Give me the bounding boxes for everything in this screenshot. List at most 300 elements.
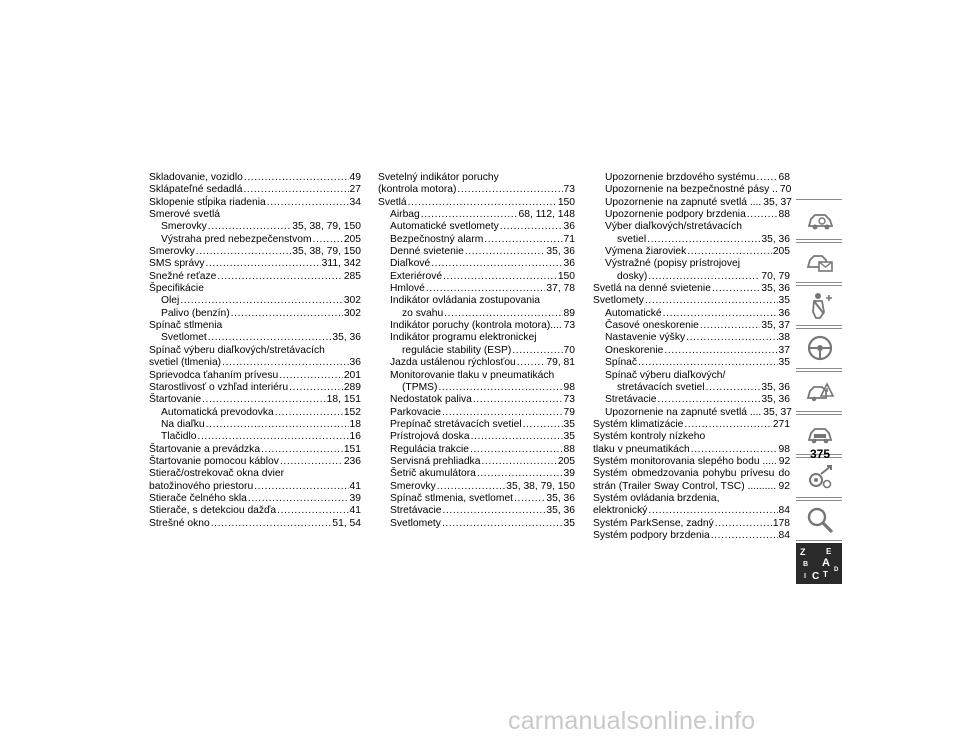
index-entry-label: Systém monitorovania slepého bodu .....: [593, 455, 777, 467]
index-entry: [593, 172, 790, 184]
index-entry-label: Systém ParkSense, zadný: [593, 517, 714, 529]
index-column-1: [149, 172, 361, 530]
index-entry-page: 73: [563, 394, 575, 406]
thumb-tab-getting-started[interactable]: [796, 242, 842, 283]
index-entry: [378, 197, 575, 209]
index-column-2: [378, 172, 575, 530]
steering-wheel-icon: [805, 333, 835, 363]
index-entry-page: 92: [778, 455, 791, 467]
index-entry-label: Svetlá na denné svietenie: [593, 283, 711, 295]
index-entry-page: 289: [343, 381, 361, 393]
index-entry-page: 41: [349, 505, 361, 517]
index-entry-label: Svetlá: [378, 196, 407, 208]
index-entry-page: 70: [779, 184, 792, 196]
index-letter-e: E: [826, 547, 832, 556]
dot-leader: [706, 382, 761, 394]
index-entry: [149, 172, 361, 184]
index-entry-label: Upozornenie podpory brzdenia: [605, 209, 746, 221]
index-entry-label: SMS správy: [149, 258, 205, 270]
index-entry: [378, 518, 575, 530]
thumb-tab-driving[interactable]: [796, 328, 842, 369]
index-entry: [378, 345, 575, 357]
index-entry: [378, 184, 575, 196]
index-entry-page: 35: [778, 295, 790, 307]
index-entry-page: 71: [563, 233, 575, 245]
index-entry-label: (TPMS): [402, 381, 438, 393]
seatbelt-person-icon: [805, 290, 835, 320]
dot-leader: [648, 505, 777, 517]
index-entry-label: Strešné okno: [149, 517, 210, 529]
dot-leader: [514, 493, 545, 505]
dot-leader: [687, 246, 772, 258]
index-entry: [593, 345, 790, 357]
dot-leader: [648, 271, 760, 283]
index-entry-label: batožinového priestoru: [149, 480, 254, 492]
index-entry-page: 35, 38, 79, 150: [292, 246, 361, 258]
index-entry: [149, 197, 361, 209]
dot-leader: [712, 283, 760, 295]
index-entry: [378, 419, 575, 431]
index-entry-label: regulácie stability (ESP): [402, 344, 512, 356]
index-entry-label: zo svahu: [402, 307, 444, 319]
index-entry-label: Výmena žiaroviek: [605, 246, 687, 258]
index-entry: [149, 518, 361, 530]
index-entry: [593, 530, 790, 542]
index-entry: Spínač výberu diaľkových/stretávacích: [149, 344, 325, 356]
index-entry-label: Prepínač stretávacích svetiel: [390, 418, 522, 430]
dot-leader: [313, 234, 343, 246]
dot-leader: [217, 271, 342, 283]
index-entry-page: 16: [349, 431, 361, 443]
index-entry: [378, 283, 575, 295]
index-entry-page: 92: [778, 480, 790, 492]
dot-leader: [289, 382, 343, 394]
page-number: 375: [809, 447, 831, 461]
watermark: carmanualsonline.info: [508, 707, 756, 735]
dot-leader: [408, 197, 557, 209]
index-letter-i: I: [804, 573, 806, 580]
index-entry: Svetelný indikátor poruchy: [378, 172, 499, 183]
dot-leader: [647, 234, 760, 246]
index-entry-label: Svetlomet: [161, 332, 207, 344]
dot-leader: [197, 431, 348, 443]
index-entry-label: Palivo (benzín): [161, 307, 230, 319]
dot-leader: [747, 209, 778, 221]
index-entry-label: Snežné reťaze: [149, 270, 217, 282]
index-entry-page: 201: [343, 369, 361, 381]
index-entry-page: 70: [563, 344, 575, 356]
index-entry: [593, 444, 790, 456]
index-entry-page: 35, 38, 79, 150: [506, 480, 575, 492]
index-entry: [593, 505, 790, 517]
index-entry-page: 27: [349, 184, 361, 196]
index-entry-page: 285: [343, 270, 361, 282]
index-entry: Stierač/ostrekovač okna dvier: [149, 468, 285, 480]
index-entry-page: 151: [343, 443, 361, 455]
index-letter-c: C: [812, 571, 820, 582]
index-entry: [149, 234, 361, 246]
dot-leader: [711, 530, 778, 542]
index-entry-page: 271: [772, 418, 790, 430]
index-entry-label: Automatická prevodovka: [161, 406, 274, 418]
index-entry-label: Svetlomety: [390, 517, 441, 529]
thumb-tab-search[interactable]: [796, 500, 842, 541]
index-entry: [378, 394, 575, 406]
index-letter-b: B: [803, 561, 809, 568]
index-entry-label: Oneskorenie: [605, 344, 664, 356]
index-entry-label: Upozornenie brzdového systému: [605, 172, 756, 183]
dot-leader: [465, 246, 546, 258]
index-entry-page: 35, 36: [332, 332, 361, 344]
index-entry-page: 35, 36: [546, 492, 575, 504]
index-entry-page: 98: [778, 443, 790, 455]
index-entry: Systém obmedzovania pohybu prívesu do: [593, 468, 790, 480]
index-entry-page: 79, 81: [546, 357, 575, 369]
index-entry: [149, 258, 361, 270]
dot-leader: [512, 345, 562, 357]
index-entry-label: Sprievodca ťahaním prívesu: [149, 369, 279, 381]
dot-leader: [686, 332, 777, 344]
dot-leader: [645, 295, 778, 307]
index-entry: Smerové svetlá: [149, 209, 220, 221]
index-entry: [593, 407, 790, 419]
index-entry-label: Olej: [161, 295, 180, 307]
index-entry: [149, 271, 361, 283]
index-entry-label: Smerovky: [161, 221, 207, 233]
index-entry-page: 37: [778, 344, 790, 356]
dot-leader: [442, 518, 563, 530]
dot-leader: [206, 258, 321, 270]
dot-leader: [481, 456, 556, 468]
index-entry-page: 311, 342: [321, 258, 361, 270]
index-letter-a: A: [822, 557, 830, 569]
index-entry-page: 35, 37: [763, 406, 792, 418]
index-entry-page: 18: [349, 418, 361, 430]
index-entry-page: 73: [563, 184, 575, 196]
index-entry-label: Upozornenie na bezpečnostné pásy ..: [605, 184, 778, 196]
index-entry: [378, 221, 575, 233]
index-entry-label: Systém podpory brzdenia: [593, 529, 710, 541]
index-entry: [378, 468, 575, 480]
dot-leader: [267, 197, 349, 209]
index-entry-page: 36: [563, 221, 575, 233]
index-entry-label: Skladovanie, vozidlo: [149, 172, 243, 183]
dot-leader: [437, 481, 506, 493]
index-entry-label: Prístrojová doska: [390, 431, 470, 443]
index-entry-page: 35: [563, 431, 575, 443]
index-entry-label: Sklápateľné sedadlá: [149, 184, 243, 196]
wrench-gears-icon: [805, 462, 835, 492]
index-entry: [149, 308, 361, 320]
index-entry: [149, 370, 361, 382]
index-entry-label: Exteriérové: [390, 270, 443, 282]
index-entry: [149, 184, 361, 196]
dot-leader: [202, 394, 326, 406]
index-entry: Výstražné (popisy prístrojovej: [605, 258, 741, 270]
index-entry: [378, 481, 575, 493]
index-entry: [149, 295, 361, 307]
index-entry-page: 84: [778, 529, 790, 541]
index-entry-page: 36: [563, 258, 575, 270]
index-entry: Systém kontroly nízkeho: [593, 431, 706, 443]
index-entry-page: 68, 112, 148: [518, 209, 575, 221]
dot-leader: [206, 419, 349, 431]
index-entry-page: 79: [563, 406, 575, 418]
index-entry-page: 302: [343, 295, 361, 307]
index-entry-label: Stierače čelného skla: [149, 492, 247, 504]
index-entry: [593, 295, 790, 307]
dot-leader: [700, 320, 760, 332]
index-entry: [378, 382, 575, 394]
index-entry-page: 35: [563, 418, 575, 430]
index-entry: [593, 419, 790, 431]
index-entry-label: elektronický: [593, 505, 648, 517]
thumb-tab-index[interactable]: [796, 543, 842, 584]
index-entry: [149, 382, 361, 394]
index-entry-label: Šetrič akumulátora: [390, 468, 476, 480]
index-entry-page: 35, 36: [761, 394, 790, 406]
dot-leader: [757, 172, 778, 184]
index-entry: [593, 481, 790, 493]
dot-leader: [638, 357, 777, 369]
index-entry-label: Indikátor poruchy (kontrola motora)....: [390, 320, 562, 332]
dot-leader: [443, 271, 557, 283]
index-entry-page: 68: [778, 172, 790, 183]
index-entry-page: 152: [343, 406, 361, 418]
dot-leader: [431, 258, 562, 270]
index-column-3: [593, 172, 790, 542]
dot-leader: [443, 505, 546, 517]
index-entry-label: Upozornenie na zapnuté svetlá ....: [605, 196, 762, 208]
index-entry: [378, 444, 575, 456]
index-entry-page: 302: [343, 307, 361, 319]
dot-leader: [196, 246, 292, 258]
index-entry-label: strán (Trailer Sway Control, TSC) ..........: [593, 480, 777, 492]
dot-leader: [663, 308, 778, 320]
index-entry-page: 35: [778, 357, 790, 369]
index-entry-label: Upozornenie na zapnuté svetlá ....: [605, 406, 762, 418]
index-entry: [593, 246, 790, 258]
index-entry: [378, 209, 575, 221]
car-service-icon: [805, 419, 835, 449]
index-entry-page: 35, 36: [761, 283, 790, 295]
index-letter-t: T: [823, 570, 828, 579]
dot-leader: [261, 444, 343, 456]
index-entry: [593, 357, 790, 369]
index-entry-page: 70, 79: [761, 270, 790, 282]
index-entry-page: 38: [778, 332, 790, 344]
index-entry-label: Štartovanie pomocou káblov: [149, 455, 279, 467]
index-entry: [593, 234, 790, 246]
index-entry-label: Servisná prehliadka: [390, 455, 481, 467]
dot-leader: [444, 308, 562, 320]
index-entry-label: Svetlomety: [593, 295, 644, 307]
index-entry-label: Nedostatok paliva: [390, 394, 472, 406]
index-entry-page: 205: [772, 246, 790, 258]
index-entry-page: 35, 36: [546, 246, 575, 258]
section-thumb-tabs: [796, 199, 842, 586]
index-entry-page: 49: [349, 172, 361, 183]
dot-leader: [438, 382, 562, 394]
thumb-tab-specifications[interactable]: [796, 457, 842, 498]
index-entry-label: Jazda ustálenou rýchlosťou: [390, 357, 516, 369]
index-entry: [149, 221, 361, 233]
index-entry-label: Stretávacie: [390, 505, 442, 517]
magnifier-icon: [805, 505, 835, 535]
dot-leader: [279, 370, 343, 382]
index-entry-label: Stretávacie: [605, 394, 657, 406]
index-entry: Výber diaľkových/stretávacích: [605, 221, 742, 233]
index-entry-label: dosky): [617, 270, 648, 282]
index-entry-page: 35, 36: [761, 233, 790, 245]
index-entry-page: 35, 36: [761, 381, 790, 393]
index-entry: [149, 246, 361, 258]
dot-leader: [244, 172, 349, 184]
index-entry: [149, 394, 361, 406]
dot-leader: [477, 468, 563, 480]
dot-leader: [500, 221, 563, 233]
dot-leader: [473, 394, 563, 406]
index-entry: [378, 258, 575, 270]
index-entry-page: 98: [563, 381, 575, 393]
index-entry: Spínač stlmenia: [149, 320, 223, 332]
index-entry: [149, 357, 361, 369]
index-entry-page: 39: [563, 468, 575, 480]
car-dashboard-icon: [805, 204, 835, 234]
index-entry-label: Tlačidlo: [161, 431, 197, 443]
dot-leader: [280, 456, 343, 468]
index-entry: [149, 332, 361, 344]
index-entry: [149, 444, 361, 456]
index-entry-page: 88: [563, 443, 575, 455]
index-entry: [378, 234, 575, 246]
dot-leader: [470, 444, 563, 456]
index-entry: [378, 407, 575, 419]
index-entry: [593, 197, 790, 209]
index-entry: [149, 505, 361, 517]
index-entry-page: 36: [778, 307, 790, 319]
dot-leader: [457, 184, 562, 196]
dot-leader: [180, 295, 343, 307]
index-entry: [378, 431, 575, 443]
index-entry: Monitorovanie tlaku v pneumatikách: [390, 369, 555, 381]
car-envelope-icon: [805, 247, 835, 277]
index-entry-label: Bezpečnostný alarm: [390, 233, 484, 245]
index-entry: [593, 332, 790, 344]
index-entry: [149, 493, 361, 505]
index-entry-page: 41: [349, 480, 361, 492]
index-entry: [378, 271, 575, 283]
thumb-tab-safety[interactable]: [796, 285, 842, 326]
index-entry-page: 35, 36: [546, 505, 575, 517]
alphabet-index-icon: [796, 544, 842, 583]
index-entry: [378, 357, 575, 369]
index-entry-label: Denné svietenie: [390, 246, 464, 258]
index-entry-page: 51, 54: [332, 517, 361, 529]
index-entry-page: 178: [772, 517, 790, 529]
dot-leader: [243, 184, 348, 196]
index-entry: [149, 431, 361, 443]
index-entry-label: Štartovanie a prevádzka: [149, 443, 261, 455]
index-entry: [378, 505, 575, 517]
thumb-tab-instruments[interactable]: [796, 199, 842, 240]
index-entry-label: tlaku v pneumatikách: [593, 443, 690, 455]
dot-leader: [222, 357, 348, 369]
index-entry-label: Airbag: [390, 209, 420, 221]
index-entry: [593, 320, 790, 332]
dot-leader: [691, 444, 778, 456]
index-entry-label: Na diaľku: [161, 418, 205, 430]
index-entry: [149, 456, 361, 468]
index-entry: [149, 407, 361, 419]
index-letter-d: D: [834, 567, 839, 573]
index-entry-label: Sklopenie stĺpika riadenia: [149, 196, 266, 208]
index-entry-label: Nastavenie výšky: [605, 332, 686, 344]
index-entry-page: 236: [343, 455, 361, 467]
index-entry: [593, 308, 790, 320]
index-entry-page: 150: [557, 270, 575, 282]
dot-leader: [664, 345, 777, 357]
index-entry-page: 39: [349, 492, 361, 504]
index-entry-label: stretávacích svetiel: [617, 381, 705, 393]
index-entry: [593, 518, 790, 530]
dot-leader: [208, 332, 332, 344]
index-entry: [593, 209, 790, 221]
dot-leader: [421, 209, 518, 221]
dot-leader: [471, 431, 563, 443]
index-entry-label: Starostlivosť o vzhľad interiéru: [149, 381, 289, 393]
index-letter-z: Z: [800, 547, 806, 557]
index-entry: [378, 246, 575, 258]
thumb-tab-emergency[interactable]: [796, 371, 842, 412]
dot-leader: [426, 283, 545, 295]
index-entry: Systém ovládania brzdenia,: [593, 492, 720, 504]
dot-leader: [275, 407, 343, 419]
index-entry-page: 89: [563, 307, 575, 319]
index-entry-label: Hmlové: [390, 283, 425, 295]
dot-leader: [254, 481, 348, 493]
index-entry: Špecifikácie: [149, 283, 204, 295]
index-entry: Indikátor ovládania zostupovania: [390, 295, 540, 307]
index-entry-label: Diaľkové: [390, 258, 431, 270]
index-entry-page: 35, 38, 79, 150: [292, 221, 361, 233]
index-entry-label: Výstraha pred nebezpečenstvom: [161, 233, 312, 245]
index-entry: [149, 419, 361, 431]
dot-leader: [208, 221, 292, 233]
index-entry-label: svetiel: [617, 233, 647, 245]
index-entry-page: 150: [557, 196, 575, 208]
index-entry: [378, 493, 575, 505]
index-entry: [593, 456, 790, 468]
index-entry: [149, 481, 361, 493]
index-entry-label: Stierače, s detekciou dažďa: [149, 505, 277, 517]
dot-leader: [684, 419, 771, 431]
index-entry: [378, 320, 575, 332]
index-entry-page: 37, 78: [546, 283, 575, 295]
index-entry-page: 18, 151: [326, 394, 361, 406]
index-entry-page: 73: [563, 320, 576, 332]
dot-leader: [484, 234, 562, 246]
dot-leader: [517, 357, 546, 369]
index-entry-page: 84: [778, 505, 790, 517]
dot-leader: [442, 407, 563, 419]
index-entry-label: Automatické svetlomety: [390, 221, 499, 233]
index-entry-page: 34: [349, 196, 361, 208]
index-entry-label: Smerovky: [149, 246, 195, 258]
index-entry-page: 88: [778, 209, 790, 221]
dot-leader: [248, 493, 349, 505]
index-entry-label: Smerovky: [390, 480, 436, 492]
